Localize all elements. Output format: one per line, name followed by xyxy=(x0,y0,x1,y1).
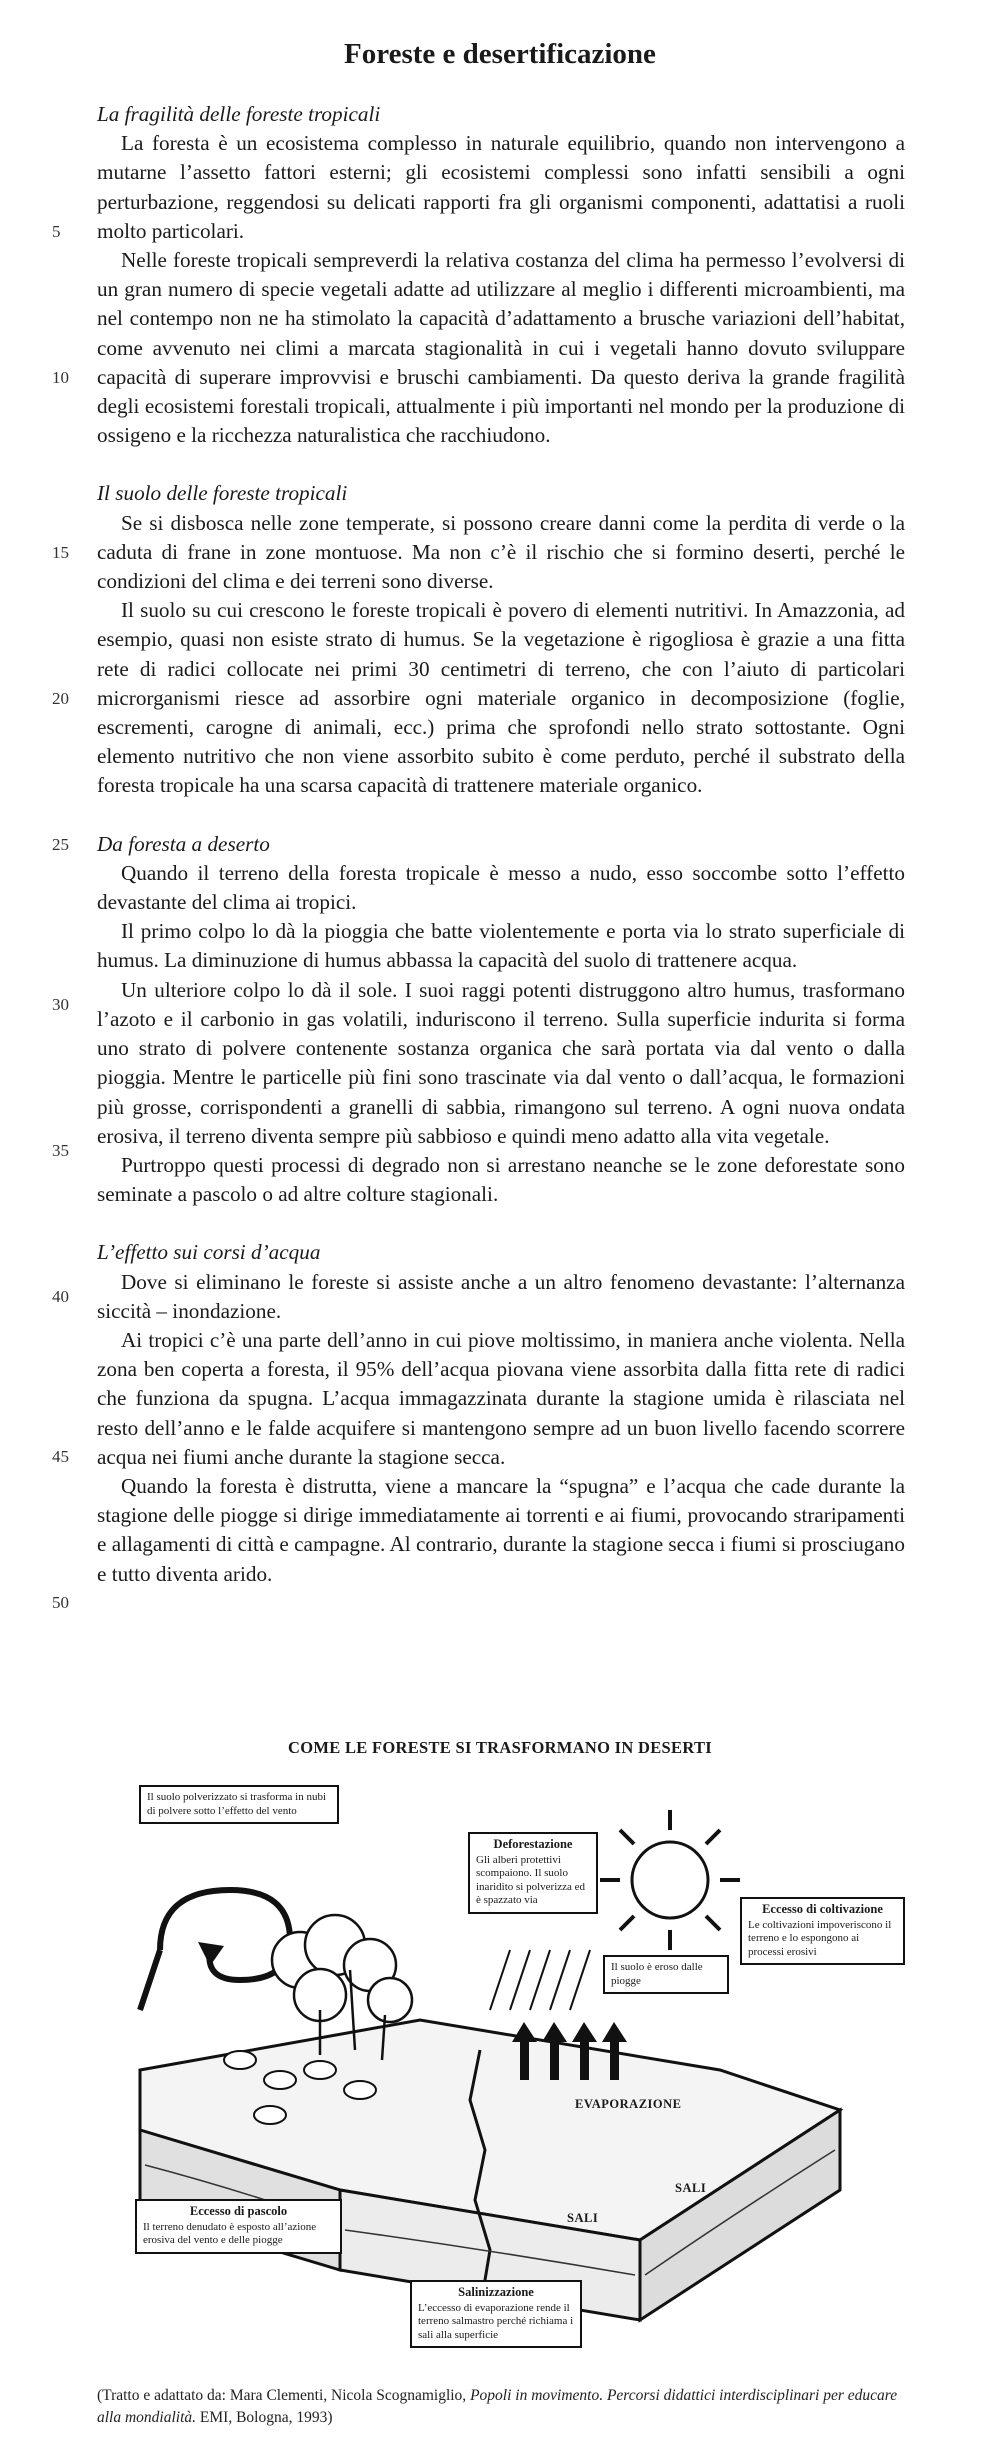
page-title: Foreste e desertificazione xyxy=(344,38,656,70)
section-heading: Da foresta a deserto xyxy=(97,831,270,856)
line-number: 5 xyxy=(52,222,61,241)
source-caption xyxy=(97,2385,917,2429)
rain-erosion-callout xyxy=(603,1955,729,1994)
line-number: 10 xyxy=(52,368,69,387)
paragraph: Il primo colpo lo dà la pioggia che batte violentemente e porta via lo strato superficiale di humus. La diminuzione di humus abbassa la capacità del suolo di trattenere acqua. xyxy=(97,919,905,973)
overgrazing-text: Il terreno denudato è esposto all’azione erosiva del vento e delle piogge xyxy=(143,2220,317,2246)
paragraph: Se si disbosca nelle zone temperate, si possono creare danni come la perdita di verde o la caduta di frane in zone montuose. Ma non c’è il rischio che si formino deserti, perché le condizioni del clima e dei terreni sono diverse. xyxy=(97,510,905,594)
line-number: 50 xyxy=(52,1593,69,1612)
paragraph: Il suolo su cui crescono le foreste tropicali è povero di elementi nutritivi. In Amazzonia, ad esempio, quasi non esiste strato di humus. Se la vegetazione è rigogliosa è grazie a una fitta rete di radici collocate nei primi 30 centimetri di terreno, che con l’aiuto di particolari microrganismi riesce ad assorbire ogni materiale organico in decomposizione (foglie, escrementi, carogne di animali, ecc.) prima che sprofondi nello strato sottostante. Ogni elemento nutritivo che non viene assorbito subito è come perduto, perché il substrato della foresta tropicale ha una scarsa capacità di trattenere materiale organico. xyxy=(97,598,905,798)
paragraph: Quando il terreno della foresta tropicale è messo a nudo, esso soccombe sotto l’effetto devastante del clima ai tropici. xyxy=(97,860,905,915)
line-number: 40 xyxy=(52,1287,69,1306)
line-number: 25 xyxy=(52,835,69,854)
paragraph: La foresta è un ecosistema complesso in naturale equilibrio, quando non intervengono a mutarne l’assetto fattori esterni; gli ecosistemi complessi sono infatti sensibili a ogni perturbazione, reggendosi su delicati rapporti fra gli organismi componenti, adattatisi a ruoli molto particolari. xyxy=(97,131,905,243)
section-fragility xyxy=(97,100,905,450)
wind-callout-text: Il suolo polverizzato si trasforma in nubi di polvere sotto l’effetto del vento xyxy=(147,1791,327,1817)
section-heading: L’effetto sui corsi d’acqua xyxy=(97,1240,321,1265)
salts-label: SALI xyxy=(675,2181,707,2195)
wind-arrow-icon xyxy=(198,1942,224,1966)
salinization-text: L’eccesso di evaporazione rende il terreno salmastro perché richiama i sali alla superficie xyxy=(418,2301,574,2341)
overcultivation-text: Le coltivazioni impoveriscono il terreno e lo espongono ai processi erosivi xyxy=(748,1918,892,1958)
sun-icon xyxy=(600,1810,740,1950)
paragraph: Dove si eliminano le foreste si assiste anche a un altro fenomeno devastante: l’alternanza siccità – inondazione. xyxy=(97,1269,905,1323)
line-number: 45 xyxy=(52,1447,69,1466)
paragraph: Nelle foreste tropicali sempreverdi la relativa costanza del clima ha permesso l’evolversi di un gran numero di specie vegetali adatte ad utilizzare al meglio i differenti microambienti, ma nel contempo non ne ha stimolato la capacità d’adattamento a brusche variazioni dell’habitat, come avvenuto nei climi a marcata stagionalità in cui i vegetali hanno dovuto sviluppare capacità di superare improvvisi e bruschi cambiamenti. Da questo deriva la grande fragilità degli ecosistemi forestali tropicali, attualmente i più importanti nel mondo per la produzione di ossigeno e la ricchezza naturalistica che racchiudono. xyxy=(97,248,905,448)
overgrazing-callout xyxy=(135,2199,342,2254)
section-heading: Il suolo delle foreste tropicali xyxy=(97,481,348,506)
deforestation-callout xyxy=(468,1832,598,1914)
salts-label: SALI xyxy=(567,2211,599,2225)
section-waterways xyxy=(97,1238,905,1588)
figure-title: COME LE FORESTE SI TRASFORMANO IN DESERTI xyxy=(288,1738,712,1757)
deforestation-title: Deforestazione xyxy=(493,1837,573,1851)
line-number: 15 xyxy=(52,543,69,562)
paragraph: Purtroppo questi processi di degrado non si arrestano neanche se le zone deforestate sono seminate a pascolo o ad altre colture stagionali. xyxy=(97,1152,905,1207)
salinization-callout xyxy=(410,2280,582,2348)
caption-suffix: EMI, Bologna, 1993) xyxy=(196,2409,333,2426)
salinization-title: Salinizzazione xyxy=(458,2285,534,2299)
overgrazing-title: Eccesso di pascolo xyxy=(189,2204,288,2218)
caption-book-title: Popoli in movimento. Percorsi didattici interdisciplinari per educare alla mondialità. xyxy=(97,2387,898,2426)
overcultivation-title: Eccesso di coltivazione xyxy=(762,1902,883,1916)
paragraph: Un ulteriore colpo lo dà il sole. I suoi raggi potenti distruggono altro humus, trasformano l’azoto e il carbonio in gas volatili, induriscono il terreno. Sulla superficie indurita si forma uno strato di polvere contenente sostanza organica che sarà portata via dal vento o dalla pioggia. Mentre le particelle più fini sono trascinate via dal vento o dall’acqua, le formazioni più grosse, corrispondenti a granelli di sabbia, rimangono sul terreno. A ogni nuova ondata erosiva, il terreno diventa sempre più sabbioso e quindi meno adatto alla vita vegetale. xyxy=(97,977,905,1148)
rain-lines xyxy=(490,1950,590,2010)
deforestation-text: Gli alberi protettivi scompaiono. Il suolo inaridito si polverizza ed è spazzato via xyxy=(476,1853,586,1906)
paragraph: Ai tropici c’è una parte dell’anno in cui piove moltissimo, in maniera anche violenta. Nella zona ben coperta a foresta, il 95% dell’acqua piovana viene assorbita dalla fitta rete di radici che funziona da spugna. L’acqua immagazzinata durante la stagione umida è rilasciata nel resto dell’anno e le falde acquifere si mantengono sempre ad un buon livello facendo scorrere acqua nei fiumi anche durante la stagione secca. xyxy=(97,1327,905,1469)
line-number: 30 xyxy=(52,995,69,1014)
wind-swirl xyxy=(160,1890,290,1980)
section-forest-to-desert xyxy=(97,830,905,1210)
evaporation-label: EVAPORAZIONE xyxy=(575,2097,682,2111)
line-number: 20 xyxy=(52,689,69,708)
overcultivation-callout xyxy=(740,1897,905,1965)
paragraph: Quando la foresta è distrutta, viene a mancare la “spugna” e l’acqua che cade durante la stagione delle piogge si dirige immediatamente ai torrenti e ai fiumi, provocando straripamenti e allagamenti di città e campagne. Al contrario, durante la stagione secca i fiumi si prosciugano e tutto diventa arido. xyxy=(97,1473,905,1586)
rain-erosion-text: Il suolo è eroso dalle piogge xyxy=(611,1961,703,1987)
wind-callout xyxy=(139,1785,339,1824)
article-body xyxy=(97,100,905,1589)
section-soil xyxy=(97,479,905,800)
caption-prefix: (Tratto e adattato da: Mara Clementi, Nicola Scognamiglio, xyxy=(97,2387,471,2404)
line-number: 35 xyxy=(52,1141,69,1160)
section-heading: La fragilità delle foreste tropicali xyxy=(97,102,381,126)
